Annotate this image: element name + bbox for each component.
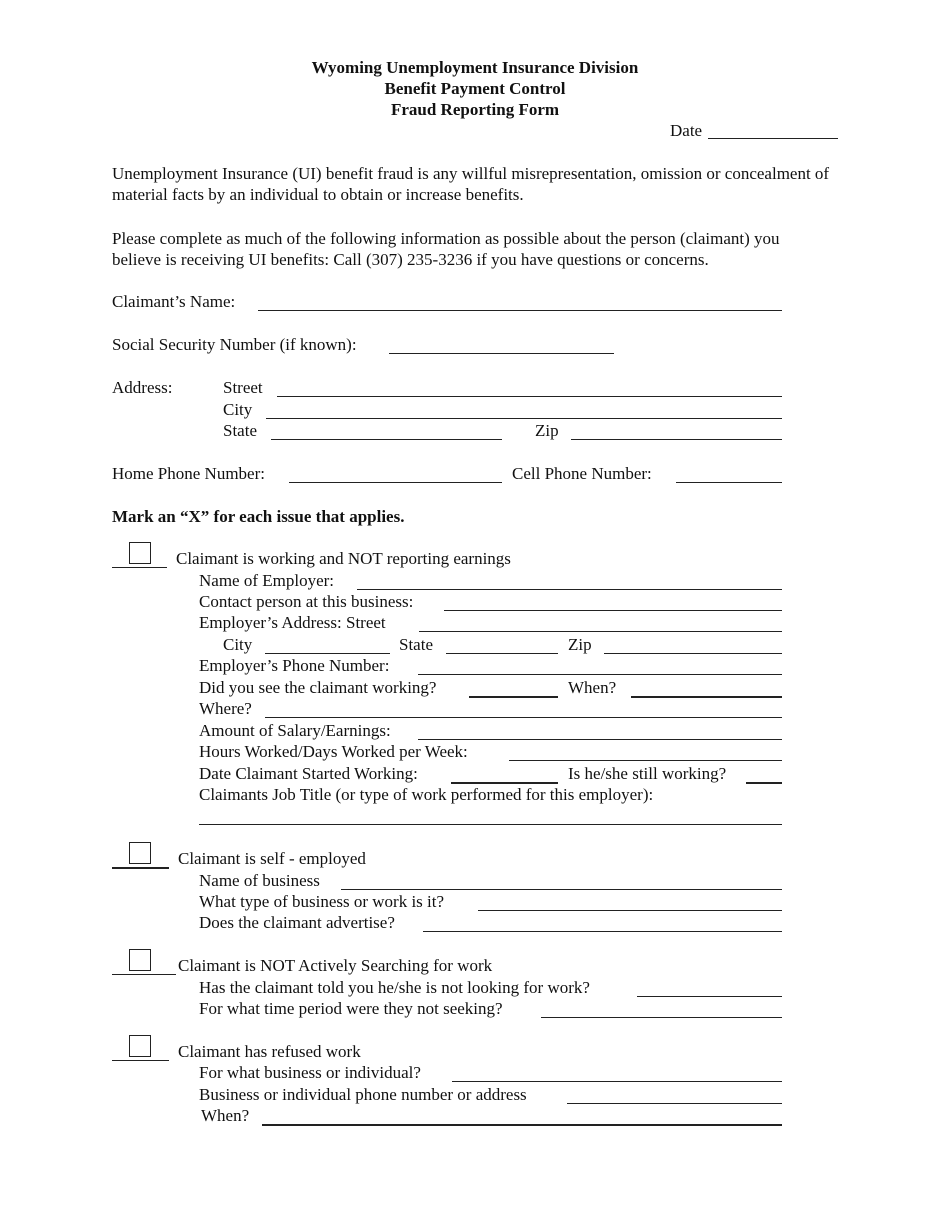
date-started-field[interactable] xyxy=(451,782,558,784)
intro-paragraph-2: Please complete as much of the following information as possible about the person (claimant) you believe is receiving UI benefits: Call (307) 235-3236 if you have questions or concerns. xyxy=(112,229,780,269)
advertise-label: Does the claimant advertise? xyxy=(199,913,395,932)
not-searching-mark-line xyxy=(112,974,176,975)
city-label: City xyxy=(223,400,253,419)
time-period-label: For what time period were they not seeking? xyxy=(199,999,503,1018)
claimant-name-field[interactable] xyxy=(258,310,782,311)
where-field[interactable] xyxy=(265,717,782,718)
employer-zip-label: Zip xyxy=(568,635,592,654)
saw-when-label: When? xyxy=(568,678,617,697)
refused-phone-address-field[interactable] xyxy=(567,1103,782,1104)
date-started-label: Date Claimant Started Working: xyxy=(199,764,418,783)
where-label: Where? xyxy=(199,699,252,718)
employer-address-label: Employer’s Address: Street xyxy=(199,613,386,632)
employer-name-field[interactable] xyxy=(357,589,782,590)
date-field[interactable] xyxy=(708,138,838,139)
contact-person-label: Contact person at this business: xyxy=(199,592,414,611)
business-name-label: Name of business xyxy=(199,871,320,890)
refused-phone-address-label: Business or individual phone number or address xyxy=(199,1085,527,1104)
refused-mark-line xyxy=(112,1060,169,1061)
told-not-looking-label: Has the claimant told you he/she is not looking for work? xyxy=(199,978,590,997)
saw-working-label: Did you see the claimant working? xyxy=(199,678,437,697)
saw-when-field[interactable] xyxy=(631,696,782,698)
self-employed-issue-title: Claimant is self - employed xyxy=(178,849,366,868)
hours-label: Hours Worked/Days Worked per Week: xyxy=(199,742,468,761)
state-label: State xyxy=(223,421,257,440)
form-title: Fraud Reporting Form xyxy=(390,100,560,119)
self-employed-mark-line xyxy=(112,867,169,869)
told-not-looking-field[interactable] xyxy=(637,996,782,997)
employer-state-field[interactable] xyxy=(446,653,558,654)
zip-field[interactable] xyxy=(571,439,782,440)
employer-phone-field[interactable] xyxy=(418,674,782,675)
working-checkbox[interactable] xyxy=(129,542,151,564)
job-title-field[interactable] xyxy=(199,824,782,825)
refused-work-issue-title: Claimant has refused work xyxy=(178,1042,361,1061)
street-label: Street xyxy=(223,378,263,397)
business-type-label: What type of business or work is it? xyxy=(199,892,445,911)
employer-state-label: State xyxy=(399,635,433,654)
salary-label: Amount of Salary/Earnings: xyxy=(199,721,391,740)
business-type-field[interactable] xyxy=(478,910,782,911)
refused-work-checkbox[interactable] xyxy=(129,1035,151,1057)
working-mark-line xyxy=(112,567,167,568)
ssn-field[interactable] xyxy=(389,353,614,354)
employer-city-field[interactable] xyxy=(265,653,390,654)
refused-when-field[interactable] xyxy=(262,1124,782,1126)
not-searching-issue-title: Claimant is NOT Actively Searching for work xyxy=(178,956,493,975)
salary-field[interactable] xyxy=(418,739,782,740)
time-period-field[interactable] xyxy=(541,1017,782,1018)
cell-phone-label: Cell Phone Number: xyxy=(512,464,652,483)
not-searching-checkbox[interactable] xyxy=(129,949,151,971)
city-field[interactable] xyxy=(266,418,782,419)
street-field[interactable] xyxy=(277,396,782,397)
self-employed-checkbox[interactable] xyxy=(129,842,151,864)
business-name-field[interactable] xyxy=(341,889,782,890)
employer-phone-label: Employer’s Phone Number: xyxy=(199,656,390,675)
still-working-label: Is he/she still working? xyxy=(568,764,727,783)
home-phone-field[interactable] xyxy=(289,482,502,483)
refused-for-whom-label: For what business or individual? xyxy=(199,1063,421,1082)
zip-label: Zip xyxy=(535,421,559,440)
contact-person-field[interactable] xyxy=(444,610,782,611)
saw-working-field[interactable] xyxy=(469,696,558,698)
job-title-label: Claimants Job Title (or type of work performed for this employer): xyxy=(199,785,654,804)
refused-for-whom-field[interactable] xyxy=(452,1081,782,1082)
employer-city-label: City xyxy=(223,635,253,654)
ssn-label: Social Security Number (if known): xyxy=(112,335,357,354)
instructions-heading: Mark an “X” for each issue that applies. xyxy=(112,507,405,526)
claimant-name-label: Claimant’s Name: xyxy=(112,292,236,311)
form-section-title: Benefit Payment Control xyxy=(384,79,566,98)
still-working-field[interactable] xyxy=(746,782,782,784)
state-field[interactable] xyxy=(271,439,502,440)
home-phone-label: Home Phone Number: xyxy=(112,464,265,483)
employer-zip-field[interactable] xyxy=(604,653,782,654)
cell-phone-field[interactable] xyxy=(676,482,782,483)
working-issue-title: Claimant is working and NOT reporting earnings xyxy=(176,549,511,568)
employer-street-field[interactable] xyxy=(419,631,782,632)
date-label: Date xyxy=(670,121,703,140)
intro-paragraph-1: Unemployment Insurance (UI) benefit fraud is any willful misrepresentation, omission or concealment of material facts by an individual to obtain or increase benefits. xyxy=(112,164,830,204)
address-label: Address: xyxy=(112,378,173,397)
advertise-field[interactable] xyxy=(423,931,782,932)
form-agency-title: Wyoming Unemployment Insurance Division xyxy=(311,58,639,77)
hours-field[interactable] xyxy=(509,760,782,761)
employer-name-label: Name of Employer: xyxy=(199,571,335,590)
refused-when-label: When? xyxy=(201,1106,250,1125)
